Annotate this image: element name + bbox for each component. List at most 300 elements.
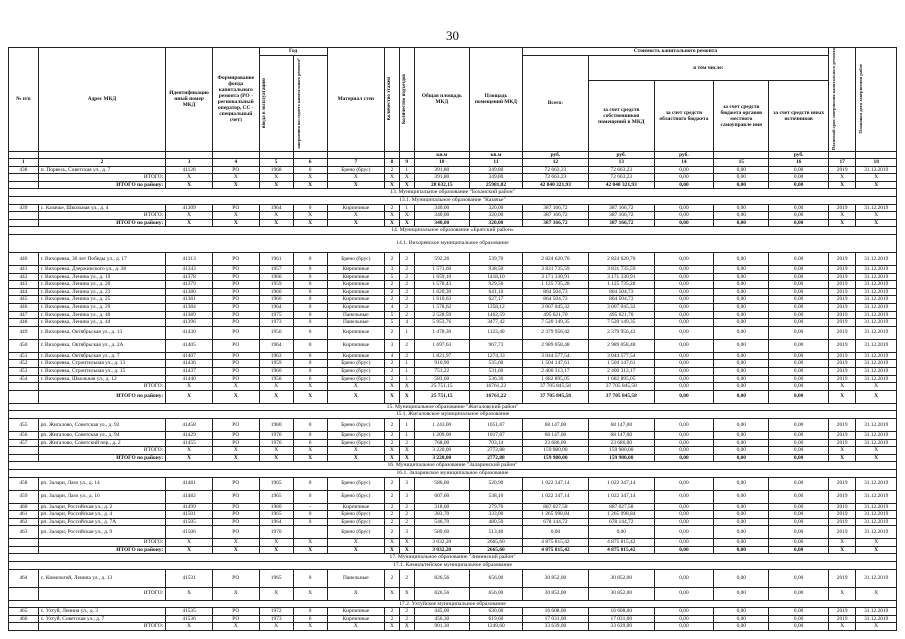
table-cell: 41389 <box>166 311 213 319</box>
table-cell: 0,00 <box>654 367 713 375</box>
table-cell: 1 697,63 <box>414 339 469 352</box>
table-cell: 0 <box>293 439 327 447</box>
table-cell: РО <box>212 439 259 447</box>
table-cell: РО <box>212 608 259 616</box>
table-cell: X <box>293 181 327 189</box>
table-cell: X <box>856 212 897 220</box>
subtotal-row <box>9 212 897 220</box>
table-cell: 1964 <box>259 204 293 212</box>
table-cell: 31.12.2019 <box>856 367 897 375</box>
table-cell: 1 682 895,05 <box>588 375 654 383</box>
table-cell: 0,00 <box>714 615 769 623</box>
table-cell: 2 <box>399 511 414 519</box>
table-cell: 340,00 <box>414 219 469 227</box>
column-number: 15 <box>714 159 769 167</box>
table-cell: X <box>327 174 384 182</box>
table-cell: 31.12.2019 <box>856 273 897 281</box>
table-cell: 391,80 <box>414 174 469 182</box>
table-cell: 2 <box>399 439 414 447</box>
table-cell: 41535 <box>166 608 213 616</box>
table-cell: 30 852,00 <box>588 587 654 600</box>
table-cell: Кирпичные <box>327 273 384 281</box>
table-cell: 2665,60 <box>469 539 522 547</box>
table-cell: 37 705 845,58 <box>588 390 654 403</box>
table-cell: X <box>259 539 293 547</box>
table-cell: РО <box>212 418 259 431</box>
table-cell: 461 <box>9 511 39 519</box>
table-cell: 41405 <box>166 339 213 352</box>
table-cell: 0,00 <box>654 569 713 587</box>
table-cell: 0,00 <box>654 383 713 391</box>
table-cell: 0,00 <box>714 569 769 587</box>
table-cell: 41309 <box>166 204 213 212</box>
table-row <box>9 311 897 319</box>
table-cell: 0,00 <box>654 608 713 616</box>
section-header-row <box>9 600 897 608</box>
table-cell: 627,17 <box>469 296 522 304</box>
table-cell: 31.12.2019 <box>856 281 897 289</box>
table-cell: 41481 <box>166 477 213 490</box>
table-cell: 1 478,30 <box>414 326 469 339</box>
table-cell: Брено (брус) <box>327 526 384 539</box>
table-cell: 0,00 <box>714 623 769 631</box>
table-cell: РО <box>212 296 259 304</box>
section-header-row <box>9 403 897 411</box>
table-cell: 449 <box>9 326 39 339</box>
table-cell: 159 980,00 <box>523 454 589 462</box>
table-cell: РО <box>212 204 259 212</box>
table-cell: 0,00 <box>654 326 713 339</box>
table-cell: 0,00 <box>769 311 828 319</box>
table-cell: 1 022 347,14 <box>588 477 654 490</box>
table-cell: 2772,88 <box>469 454 522 462</box>
table-cell: 0,00 <box>769 383 828 391</box>
units-row <box>9 151 897 159</box>
header-floors: Количество этажей <box>384 48 399 152</box>
table-cell: 4 <box>384 352 399 360</box>
table-cell: 2019 <box>828 296 856 304</box>
address-cell: с. Ухтуй, Советская ул., д. 7 <box>38 615 165 623</box>
table-cell: 17 031,00 <box>588 615 654 623</box>
subtotal-row <box>9 623 897 631</box>
table-row <box>9 431 897 439</box>
table-cell: 2019 <box>828 166 856 174</box>
table-cell: 0,00 <box>714 339 769 352</box>
table-cell: X <box>856 447 897 455</box>
table-cell: 387 166,72 <box>588 212 654 220</box>
table-cell: 2 <box>384 569 399 587</box>
table-cell: 1 <box>399 166 414 174</box>
address-cell: г. Вихоревка, Ленина ул., д. 44 <box>38 319 165 327</box>
table-cell <box>9 181 39 189</box>
table-cell: 2019 <box>828 439 856 447</box>
table-cell: Кирпичные <box>327 296 384 304</box>
table-cell: 31.12.2019 <box>856 431 897 439</box>
table-cell: 320,00 <box>469 219 522 227</box>
district-total-row <box>9 546 897 554</box>
subtotal-row <box>9 447 897 455</box>
table-cell: 0,00 <box>714 431 769 439</box>
table-cell: 0,00 <box>654 503 713 511</box>
table-cell: X <box>259 447 293 455</box>
table-cell: 3 032,20 <box>414 546 469 554</box>
table-cell: 2 <box>399 273 414 281</box>
table-cell: 320,00 <box>469 212 522 220</box>
header-incl: в том числе: <box>588 55 828 80</box>
table-cell: 1051,87 <box>469 418 522 431</box>
section-header-row <box>9 411 897 419</box>
table-cell: 438 <box>9 166 39 174</box>
table-cell: 1 265 998,84 <box>588 511 654 519</box>
table-cell: X <box>856 539 897 547</box>
table-cell: X <box>399 539 414 547</box>
table-row <box>9 526 897 539</box>
table-cell: 31.12.2019 <box>856 166 897 174</box>
table-cell: РО <box>212 253 259 266</box>
table-cell: X <box>259 623 293 631</box>
table-cell: X <box>384 181 399 189</box>
table-cell: 1 504 147,61 <box>523 360 589 368</box>
table-cell: 0 <box>293 569 327 587</box>
table-cell: 31.12.2019 <box>856 503 897 511</box>
table-cell: РО <box>212 339 259 352</box>
table-cell: 7 520 149,35 <box>523 319 589 327</box>
table-cell: 0,00 <box>714 281 769 289</box>
header-address: Адрес МКД <box>38 48 165 152</box>
table-cell: 2 <box>399 569 414 587</box>
table-cell: 31.12.2019 <box>856 326 897 339</box>
address-cell: рп. Жигалово, Советский пер., д. 2 <box>38 439 165 447</box>
table-cell <box>9 447 39 455</box>
table-cell: 2 <box>384 490 399 503</box>
table-cell: 41531 <box>166 569 213 587</box>
table-cell: 2 824 620,70 <box>588 253 654 266</box>
table-cell: 751,22 <box>414 367 469 375</box>
table-cell: X <box>399 390 414 403</box>
table-cell: X <box>384 454 399 462</box>
unit-rub: руб. <box>769 151 828 159</box>
table-cell: 349,80 <box>469 166 522 174</box>
address-cell: рп. Залари, Российская ул., д. 9 <box>38 526 165 539</box>
table-cell: 546,70 <box>414 518 469 526</box>
table-cell: 0,00 <box>714 174 769 182</box>
table-row <box>9 503 897 511</box>
table-cell: 33 639,00 <box>588 623 654 631</box>
address-cell: рп. Жигалово, Советская ул., д. 92 <box>38 418 165 431</box>
address-cell: г. Вихоревка, Ленина ул., д. 40 <box>38 311 165 319</box>
table-cell: X <box>327 181 384 189</box>
table-row <box>9 615 897 623</box>
table-cell: 41437 <box>166 367 213 375</box>
table-cell: Брено (брус) <box>327 253 384 266</box>
table-cell: 1 821,97 <box>414 352 469 360</box>
table-cell: 1 610,63 <box>414 296 469 304</box>
table-cell: 495 621,70 <box>523 311 589 319</box>
table-cell: 1956 <box>259 326 293 339</box>
table-cell: X <box>166 181 213 189</box>
table-cell: 1 209,00 <box>414 431 469 439</box>
table-cell: 25 751,15 <box>414 390 469 403</box>
table-cell: 2 <box>384 166 399 174</box>
table-cell: 4 875 815,42 <box>523 546 589 554</box>
table-cell: 2 <box>384 418 399 431</box>
table-row <box>9 273 897 281</box>
table-cell: 1973 <box>259 615 293 623</box>
table-cell: 0,00 <box>769 266 828 274</box>
table-cell: 37 705 845,58 <box>523 390 589 403</box>
table-cell: 450 <box>9 339 39 352</box>
table-cell: X <box>166 623 213 631</box>
table-cell: 1 022 347,14 <box>588 490 654 503</box>
table-cell: 0,00 <box>714 454 769 462</box>
table-cell: 0,00 <box>654 431 713 439</box>
table-cell: 2 <box>384 253 399 266</box>
table-cell: 1 022 347,14 <box>523 490 589 503</box>
table-cell: 583,60 <box>414 375 469 383</box>
table-cell: 2 <box>384 503 399 511</box>
table-cell: X <box>293 623 327 631</box>
table-cell: 41440 <box>166 375 213 383</box>
table-cell: 1274,33 <box>469 352 522 360</box>
table-cell: X <box>384 623 399 631</box>
table-cell: 641,10 <box>469 288 522 296</box>
header-plan-start: Плановая дата завершения работ <box>856 48 897 152</box>
table-cell: 31.12.2019 <box>856 311 897 319</box>
table-cell: 480,50 <box>469 518 522 526</box>
table-cell: 1980 <box>259 503 293 511</box>
table-cell: РО <box>212 273 259 281</box>
table-cell: 41429 <box>166 431 213 439</box>
table-cell: 0,00 <box>769 253 828 266</box>
table-cell: X <box>166 447 213 455</box>
column-number: 16 <box>769 159 828 167</box>
table-cell: РО <box>212 360 259 368</box>
address-cell: г. Вихоревка, 30 лет Победы ул., д. 17 <box>38 253 165 266</box>
table-cell: 1 578,43 <box>414 281 469 289</box>
table-cell: 31.12.2019 <box>856 360 897 368</box>
table-cell: 0,00 <box>769 367 828 375</box>
address-cell: ИТОГО по району: <box>38 181 165 189</box>
header-plan-end: Плановый срок завершения капитального ремонта <box>828 48 856 152</box>
table-cell: 2019 <box>828 352 856 360</box>
table-cell: 0,00 <box>714 539 769 547</box>
address-cell: рп. Залари, Российская ул., д. 7А <box>38 518 165 526</box>
table-cell: 0,00 <box>654 288 713 296</box>
table-cell: 0,00 <box>714 518 769 526</box>
table-cell: 31.12.2019 <box>856 511 897 519</box>
column-number: 18 <box>856 159 897 167</box>
table-cell: Брено (брус) <box>327 490 384 503</box>
table-cell: 1 <box>399 375 414 383</box>
table-row <box>9 296 897 304</box>
table-cell: 1462,59 <box>469 311 522 319</box>
subtotal-row <box>9 174 897 182</box>
table-cell: X <box>166 539 213 547</box>
table-cell: 3 <box>384 339 399 352</box>
table-cell: 0,00 <box>714 352 769 360</box>
table-cell: 1972 <box>259 608 293 616</box>
table-cell: X <box>828 587 856 600</box>
section-title: 13.1. Муниципальное образование "Казачье" <box>9 197 897 205</box>
table-cell: РО <box>212 266 259 274</box>
address-cell: ИТОГО: <box>38 212 165 220</box>
table-cell: 0 <box>293 288 327 296</box>
table-cell: 3 220,00 <box>414 454 469 462</box>
table-cell: 1123,40 <box>469 326 522 339</box>
table-cell: РО <box>212 352 259 360</box>
table-cell: X <box>212 212 259 220</box>
table-cell: 37 705 845,58 <box>588 383 654 391</box>
table-cell: 7 520 149,35 <box>588 319 654 327</box>
table-cell: X <box>399 587 414 600</box>
table-cell: 3 007 045,32 <box>588 304 654 312</box>
table-cell: Брено (брус) <box>327 477 384 490</box>
table-cell: 0,00 <box>714 526 769 539</box>
section-title: 17.1. Кимильтейское муниципальное образование <box>9 562 897 570</box>
table-cell: 2019 <box>828 367 856 375</box>
table-cell: 0,00 <box>654 587 713 600</box>
table-cell: 0 <box>293 477 327 490</box>
table-cell: X <box>212 390 259 403</box>
table-cell: X <box>293 454 327 462</box>
table-cell: 3 032,20 <box>414 539 469 547</box>
table-cell: 2019 <box>828 281 856 289</box>
table-body <box>9 166 897 630</box>
table-cell: X <box>856 181 897 189</box>
table-cell: 1957 <box>259 266 293 274</box>
table-cell: 456 <box>9 431 39 439</box>
table-cell: X <box>166 212 213 220</box>
table-cell: 0 <box>293 490 327 503</box>
table-cell: X <box>293 174 327 182</box>
table-cell: X <box>212 219 259 227</box>
address-cell: г. Вихоревка, Ленина ул., д. 20 <box>38 281 165 289</box>
table-cell: Панельные <box>327 569 384 587</box>
table-cell: 0,00 <box>654 375 713 383</box>
table-cell: 31.12.2019 <box>856 339 897 352</box>
table-cell: РО <box>212 367 259 375</box>
table-cell: 0,00 <box>654 439 713 447</box>
table-cell: 1 659,10 <box>414 273 469 281</box>
table-cell: X <box>327 390 384 403</box>
table-cell: 2019 <box>828 273 856 281</box>
address-cell: ИТОГО по району: <box>38 390 165 403</box>
table-cell: 0,00 <box>769 375 828 383</box>
table-cell: 387 166,72 <box>523 204 589 212</box>
table-cell: X <box>828 546 856 554</box>
table-cell: X <box>399 383 414 391</box>
table-cell: X <box>384 390 399 403</box>
table-cell: 0,00 <box>654 319 713 327</box>
table-cell: 41458 <box>166 418 213 431</box>
table-cell: 3477,42 <box>469 319 522 327</box>
table-cell: X <box>399 212 414 220</box>
table-cell: 2 <box>399 281 414 289</box>
table-cell: Брено (брус) <box>327 439 384 447</box>
table-cell: РО <box>212 477 259 490</box>
table-row <box>9 304 897 312</box>
address-cell: ИТОГО: <box>38 383 165 391</box>
table-cell: 0 <box>293 296 327 304</box>
table-cell: 0,00 <box>654 447 713 455</box>
table-cell: X <box>399 447 414 455</box>
subtotal-row <box>9 383 897 391</box>
table-cell: 41381 <box>166 296 213 304</box>
address-cell: ИТОГО: <box>38 623 165 631</box>
table-cell: 1 578,62 <box>414 304 469 312</box>
table-cell: 31.12.2019 <box>856 518 897 526</box>
table-cell: 3 <box>384 266 399 274</box>
table-cell: 41379 <box>166 281 213 289</box>
table-cell: 0 <box>293 204 327 212</box>
table-cell: Кирпичные <box>327 304 384 312</box>
table-cell: 0,00 <box>523 526 589 539</box>
column-number: 12 <box>523 159 589 167</box>
header-area: Общая площадь МКД <box>414 48 469 152</box>
table-cell: X <box>166 587 213 600</box>
table-row <box>9 439 897 447</box>
table-cell: 387 166,72 <box>588 204 654 212</box>
table-cell: 1 <box>399 418 414 431</box>
table-cell: 0,00 <box>714 546 769 554</box>
table-cell: 531,60 <box>469 367 522 375</box>
unit-rub: руб. <box>523 151 589 159</box>
column-number: 2 <box>38 159 165 167</box>
column-number: 14 <box>654 159 713 167</box>
table-cell: 2 <box>399 608 414 616</box>
address-cell: г. Вихоревка, Строительная ул., д. 15 <box>38 367 165 375</box>
table-cell: 864 504,73 <box>588 296 654 304</box>
table-cell: X <box>828 212 856 220</box>
table-cell: 41482 <box>166 490 213 503</box>
table-cell: 2 <box>384 526 399 539</box>
table-cell: РО <box>212 511 259 519</box>
table-cell: X <box>384 447 399 455</box>
table-cell: 1 <box>399 326 414 339</box>
table-cell <box>9 383 39 391</box>
table-cell: X <box>384 219 399 227</box>
table-cell: 0 <box>293 608 327 616</box>
address-cell: с. Ухтуй, Ленина ул., д. 3 <box>38 608 165 616</box>
table-cell: X <box>327 447 384 455</box>
address-cell: г. Вихоревка, Школьная ул., д. 12 <box>38 375 165 383</box>
table-cell: 630,00 <box>469 608 522 616</box>
table-cell: 30 852,00 <box>588 569 654 587</box>
table-header <box>9 48 897 167</box>
table-cell: Кирпичные <box>327 339 384 352</box>
column-number: 1 <box>9 159 39 167</box>
table-cell: 31.12.2019 <box>856 296 897 304</box>
table-cell: 0 <box>293 319 327 327</box>
table-cell: 2019 <box>828 288 856 296</box>
table-cell: 678 144,72 <box>523 518 589 526</box>
table-cell: X <box>327 219 384 227</box>
table-cell: X <box>384 212 399 220</box>
table-row <box>9 375 897 383</box>
address-cell: п. Порвесь, Советская ул., д. 7 <box>38 166 165 174</box>
table-cell: X <box>212 174 259 182</box>
table-cell: 0 <box>293 304 327 312</box>
header-entrances: Количество подъездов <box>399 48 414 152</box>
table-cell: 0,00 <box>769 511 828 519</box>
table-cell: 1980 <box>259 418 293 431</box>
table-cell: 159 980,00 <box>523 447 589 455</box>
table-cell: 41128 <box>166 166 213 174</box>
table-cell: 1965 <box>259 569 293 587</box>
table-cell: 3 044 577,54 <box>588 352 654 360</box>
table-cell: 31.12.2019 <box>856 204 897 212</box>
table-cell: 0,00 <box>769 273 828 281</box>
